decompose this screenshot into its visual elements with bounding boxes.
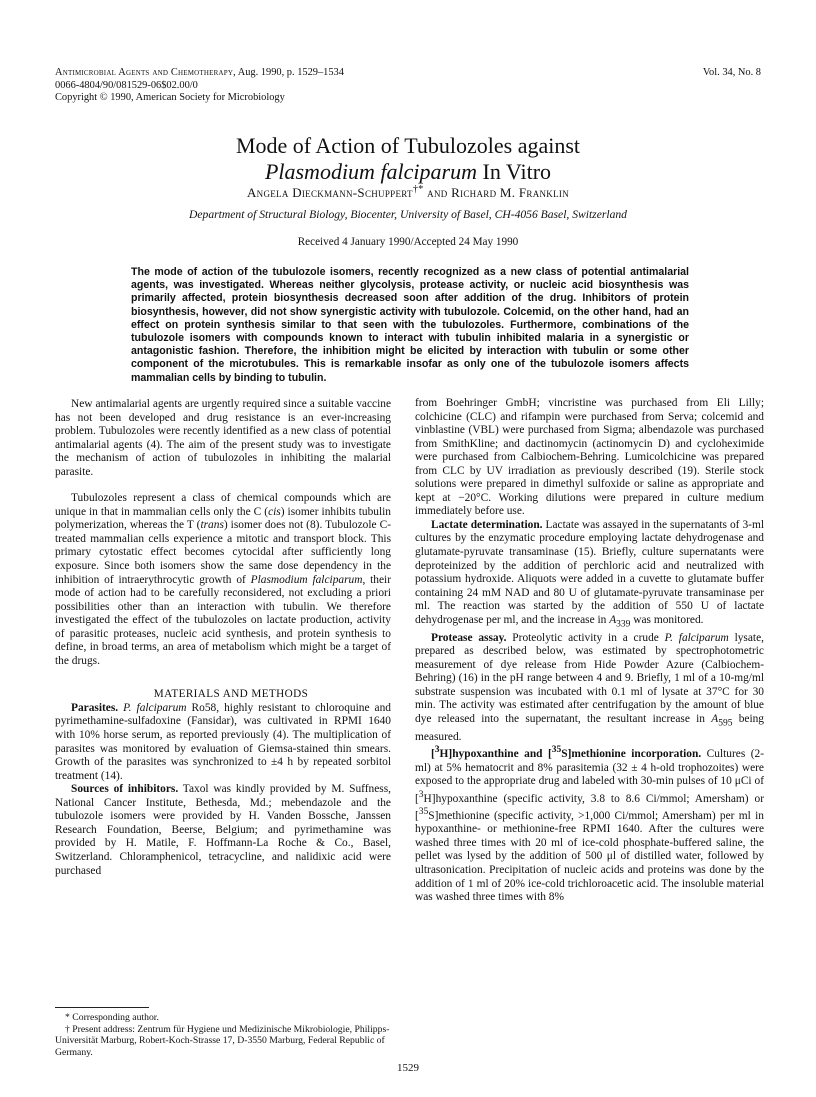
journal-name: Antimicrobial Agents and Chemotherapy xyxy=(55,67,234,78)
intro2-text-a: Tubulozoles represent a class of chemical compounds which are unique in that in mammalian cells only the C ( xyxy=(55,492,391,518)
lactate-paragraph xyxy=(415,519,764,632)
sources-continued: from Boehringer GmbH; vincristine was purchased from Eli Lilly; colchicine (CLC) and rifampin were purchased from Serva; colcemid and vinblastine (VBL) were purchased from Sigma; albendazole was purchased from SmithKline; and dactinomycin (actinomycin D) and cycloheximide were purchased from Calbiochem-Behring. Lumicolchicine was prepared from CLC by UV irradiation as previously described (19). Sterile stock solutions were prepared in dimethyl sulfoxide or saline as appropriate and kept at −20°C. Working dilutions were prepared in culture medium immediately before use. xyxy=(415,397,764,518)
affiliation: Department of Structural Biology, Biocenter, University of Basel, CH-4056 Basel, Switzerland xyxy=(189,208,627,221)
intro2-text-d: , their mode of action had to be carefully reconsidered, not excluding a priori possibilities other than an interaction with tubulin. We therefore investigated the effect of the tubulozoles on lactate production, activity of parasitic proteases, nucleic acid synthesis, and protein synthesis to define, in broad terms, an area of metabolism which might be a target of the drugs. xyxy=(55,573,392,667)
article-title xyxy=(0,133,816,185)
lactate-text-b: was monitored. xyxy=(630,613,704,626)
running-header xyxy=(55,67,344,105)
inc-head-b: H]hypoxanthine and [ xyxy=(439,748,552,761)
lactate-absorbance: A xyxy=(609,613,617,626)
author-2: Richard M. Franklin xyxy=(451,185,570,201)
protease-text-b: lysate, prepared as described below, was estimated by spectrophotometric measurement of dye release from Hide Powder Azure (Calbiochem-Behring) (16) in the pH range between 4 and 9. Briefly, 1 ml of a 10-mg/ml substrate suspension was incubated with 0.1 ml of lysate at 37°C for 30 min. The activity was estimated after centrifugation by the amount of blue dye released into the supernatant, the resultant increase in xyxy=(415,631,764,725)
title-line-2: In Vitro xyxy=(477,159,552,184)
author-1-marks: †* xyxy=(412,184,424,195)
inc-sup4: 35 xyxy=(418,807,429,818)
left-column xyxy=(55,398,391,878)
intro-paragraph-1: New antimalarial agents are urgently required since a suitable vaccine has not been developed and drug resistance is an ever-increasing problem. Tubulozoles were recently identified as a new class of potential antimalarial agents (4). The aim of the present study was to investigate the mechanism of action of tubulozoles in inhibiting the malarial parasite. xyxy=(55,398,391,478)
volume-info: Vol. 34, No. 8 xyxy=(702,67,761,78)
lactate-text-a: Lactate was assayed in the supernatants of 3-ml cultures by the enzymatic procedure employing lactate dehydrogenase and glutamate-pyruvate transaminase (15). Briefly, culture supernatants were deproteinized by the addition of perchloric acid and neutralized with potassium hydroxide. Aliquots were added in a cuvette to glutamate buffer containing 24 mM NAD and 80 U of glutamate-pyruvate transaminase per ml. The reaction was started by the addition of 550 U of lactate dehydrogenase per ml, and the increase in xyxy=(415,518,764,626)
parasites-text: Ro58, highly resistant to chloroquine and pyrimethamine-sulfadoxine (Fansidar), was cultivated in RPMI 1640 with 10% horse serum, as reported previously (4). The multiplication of parasites was monitored by evaluation of Giemsa-stained thin smears. Growth of the parasites was synchronized to ±4 h by repeated sorbitol treatment (14). xyxy=(55,701,391,782)
inc-head-sup1: 3 xyxy=(434,745,440,756)
intro2-species: Plasmodium falciparum xyxy=(250,573,363,586)
parasites-heading: Parasites. xyxy=(71,701,119,714)
received-date: Received 4 January 1990/Accepted 24 May 1990 xyxy=(297,236,519,248)
footnote-corresponding: * Corresponding author. xyxy=(65,1012,159,1023)
title-line-1: Mode of Action of Tubulozoles against xyxy=(235,133,581,158)
authors-connector: and xyxy=(423,185,452,201)
right-column xyxy=(415,397,764,905)
footnotes xyxy=(55,1012,391,1058)
page-number: 1529 xyxy=(397,1062,419,1074)
sources-text: Taxol was kindly provided by M. Suffness, National Cancer Institute, Bethesda, Md.; mebendazole and the tubulozole isomers were provided by H. Vanden Bossche, Janssen Research Foundation, Beerse, Belgium; and pyrimethamine was provided by H. Matile, F. Hoffmann-La Roche & Co., Basel, Switzerland. Chloramphenicol, tetracycline, and nalidixic acid were purchased xyxy=(55,783,391,877)
footnote-present-address: † Present address: Zentrum für Hygiene und Medizinische Mikrobiologie, Philipps-Universität Marburg, Robert-Koch-Strasse 17, D-3550 Marburg, Federal Republic of Germany. xyxy=(55,1023,390,1058)
intro2-text-c: ) isomer does not (8). Tubulozole C-treated mammalian cells experience a mitotic and transport block. This primary cytostatic effect becomes cytocidal after sufficiently long exposure. Since both isomers show the same dose dependency in the inhibition of intraerythrocytic growth of xyxy=(55,519,392,586)
protease-text-c: being measured. xyxy=(415,712,765,743)
incorporation-heading xyxy=(431,745,702,761)
inc-text-b: H]hypoxanthine (specific activity, 3.8 to 8.6 Ci/mmol; Amersham) or [ xyxy=(415,792,764,822)
inc-head-c: S]methionine incorporation. xyxy=(561,748,702,761)
copyright: Copyright © 1990, American Society for Microbiology xyxy=(55,92,285,104)
abstract: The mode of action of the tubulozole isomers, recently recognized as a new class of potential antimalarial agents, was investigated. Whereas neither glycolysis, protease activity, or nucleic acid biosynthesis was primarily affected, protein biosynthesis decreased soon after addition of the drug. Inhibitors of protein biosynthesis, however, did not show synergistic activity with tubulozole. Colcemid, on the other hand, had an effect on protein synthesis similar to that seen with the tubulozoles. Furthermore, combinations of the tubulozole isomers with compounds known to interact with tubulin inhibited malaria in a synergistic or antagonistic fashion. Therefore, the inhibition might be elicited by interaction with tubulin or some other component of the microtubules. This is remarkable insofar as only one of the tubulozole isomers affects mammalian cells by binding to tubulin. xyxy=(131,266,689,384)
lactate-heading: Lactate determination. xyxy=(431,518,543,531)
protease-species: P. falciparum xyxy=(664,631,729,644)
article-code: 0066-4804/90/081529-06$02.00/0 xyxy=(55,79,198,91)
inc-text-c: S]methionine (specific activity, >1,000 Ci/mmol; Amersham) per ml in hypoxanthine- or methionine-free RPMI 1640. After the cultures were washed three times with 20 ml of ice-cold phosphate-buffered saline, the pellet was lysed by the addition of 500 μl of distilled water, followed by ultrasonication. Precipitation of nucleic acids and proteins was done by the addition of 1 ml of 20% ice-cold trichloroacetic acid. The insoluble material was washed three times with 8% xyxy=(415,809,764,904)
inc-head-a: [ xyxy=(431,748,435,761)
intro-paragraph-2 xyxy=(55,492,391,668)
parasites-species: P. falciparum xyxy=(118,701,187,714)
lactate-wavelength: 339 xyxy=(616,619,631,630)
protease-text-a: Proteolytic activity in a crude xyxy=(506,631,665,644)
methods-heading: MATERIALS AND METHODS xyxy=(153,688,309,701)
footnote-rule xyxy=(55,1007,149,1008)
protease-heading: Protease assay. xyxy=(431,631,507,644)
protease-absorbance: A xyxy=(711,712,719,725)
protease-paragraph xyxy=(415,632,764,745)
sources-heading: Sources of inhibitors. xyxy=(71,783,179,796)
inc-text-a: Cultures (2-ml) at 5% hematocrit and 8% parasitemia (32 ± 4 h-old trophozoites) were exposed to the appropriate drug and labeled with 30-min pulses of 10 μCi of [ xyxy=(415,748,764,805)
intro2-text-b: ) isomer inhibits tubulin polymerization, whereas the T ( xyxy=(55,505,392,532)
incorporation-paragraph xyxy=(415,744,764,904)
title-species: Plasmodium falciparum xyxy=(264,159,477,184)
authors xyxy=(0,184,816,201)
parasites-paragraph xyxy=(55,702,391,783)
inc-sup3: 3 xyxy=(418,789,424,800)
protease-wavelength: 595 xyxy=(718,718,733,729)
sources-paragraph xyxy=(55,783,391,878)
intro2-trans: trans xyxy=(200,519,224,532)
inc-head-sup2: 35 xyxy=(551,745,562,756)
intro2-cis: cis xyxy=(268,505,281,518)
author-1: Angela Dieckmann-Schuppert xyxy=(246,185,413,201)
journal-citation: , Aug. 1990, p. 1529–1534 xyxy=(233,67,344,78)
